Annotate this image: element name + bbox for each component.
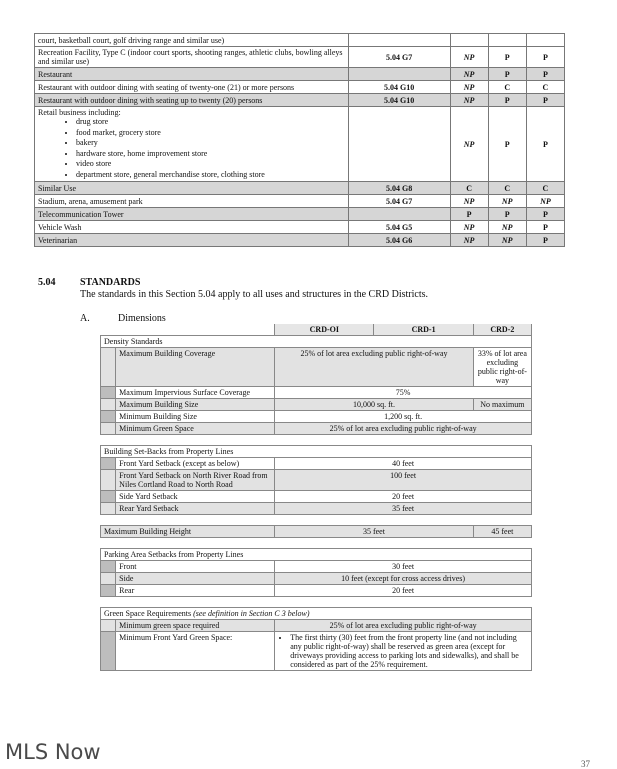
use-name: Recreation Facility, Type C (indoor court sports, shooting ranges, athletic clubs, bowling alleys and similar use) [35, 47, 349, 68]
front-setback-value: 40 feet [275, 458, 532, 470]
use-row [35, 34, 565, 47]
use-crd-oi: NP [450, 234, 488, 247]
front-setback-label: Front Yard Setback (except as below) [116, 458, 275, 470]
max-coverage-value-1: 25% of lot area excluding public right-of-way [275, 348, 474, 387]
side-setback-value: 20 feet [275, 491, 532, 503]
height-value-1: 35 feet [275, 526, 474, 538]
use-crd-1: P [488, 94, 526, 107]
parking-rear-row [101, 585, 532, 597]
parking-front-value: 30 feet [275, 561, 532, 573]
use-crd-1: NP [488, 221, 526, 234]
use-row [35, 208, 565, 221]
retail-item: • hardware store, home improvement store [76, 149, 345, 160]
use-crd-2: P [526, 208, 564, 221]
parking-side-label: Side [116, 573, 275, 585]
min-size-value: 1,200 sq. ft. [275, 411, 532, 423]
green-space-heading-row [101, 608, 532, 620]
section-number: 5.04 [38, 277, 56, 288]
retail-list [38, 117, 345, 180]
use-crd-2: NP [526, 195, 564, 208]
setbacks-heading: Building Set-Backs from Property Lines [101, 446, 532, 458]
use-section: 5.04 G10 [348, 94, 450, 107]
use-crd-oi [450, 34, 488, 47]
density-heading: Density Standards [101, 336, 532, 348]
use-crd-2: P [526, 47, 564, 68]
retail-item: • bakery [76, 138, 345, 149]
retail-label: Retail business including: [38, 108, 121, 117]
parking-rear-label: Rear [116, 585, 275, 597]
use-crd-oi: NP [450, 221, 488, 234]
green-space-min-label: Minimum green space required [116, 620, 275, 632]
setbacks-heading-row [101, 446, 532, 458]
rear-setback-label: Rear Yard Setback [116, 503, 275, 515]
green-space-front-row [101, 632, 532, 671]
green-space-heading-text: Green Space Requirements [104, 609, 192, 618]
parking-heading-row [101, 549, 532, 561]
max-size-value-1: 10,000 sq. ft. [275, 399, 474, 411]
use-section: 5.04 G10 [348, 81, 450, 94]
use-section: 5.04 G6 [348, 234, 450, 247]
retail-item: • drug store [76, 117, 345, 128]
max-size-row [101, 399, 532, 411]
use-row [35, 182, 565, 195]
side-setback-label: Side Yard Setback [116, 491, 275, 503]
front-nr-setback-label: Front Yard Setback on North River Road from Niles Cortland Road to North Road [116, 470, 275, 491]
use-crd-2: P [526, 234, 564, 247]
use-crd-oi: C [450, 182, 488, 195]
min-green-row [101, 423, 532, 435]
density-heading-row [101, 336, 532, 348]
parking-side-value: 10 feet (except for cross access drives) [275, 573, 532, 585]
retail-crd-1: P [488, 107, 526, 182]
min-size-row [101, 411, 532, 423]
use-crd-1 [488, 34, 526, 47]
green-space-front-value [275, 632, 532, 671]
impervious-row [101, 387, 532, 399]
height-label: Maximum Building Height [101, 526, 275, 538]
use-crd-2: P [526, 68, 564, 81]
use-name: Restaurant [35, 68, 349, 81]
use-crd-2: C [526, 182, 564, 195]
min-size-label: Minimum Building Size [116, 411, 275, 423]
use-section: 5.04 G7 [348, 195, 450, 208]
use-crd-1: NP [488, 195, 526, 208]
parking-rear-value: 20 feet [275, 585, 532, 597]
use-row [35, 68, 565, 81]
max-coverage-value-2: 33% of lot area excluding public right-of-way [473, 348, 531, 387]
retail-row [35, 107, 565, 182]
retail-crd-2: P [526, 107, 564, 182]
min-green-label: Minimum Green Space [116, 423, 275, 435]
height-row [101, 526, 532, 538]
use-crd-2 [526, 34, 564, 47]
use-crd-oi: NP [450, 81, 488, 94]
use-name: Telecommunication Tower [35, 208, 349, 221]
header-crd-1: CRD-1 [374, 324, 473, 336]
use-name: court, basketball court, golf driving range and similar use) [35, 34, 349, 47]
retail-item: • video store [76, 159, 345, 170]
retail-item: • department store, general merchandise store, clothing store [76, 170, 345, 181]
header-crd-oi: CRD-OI [275, 324, 374, 336]
retail-section [348, 107, 450, 182]
use-row [35, 47, 565, 68]
max-size-label: Maximum Building Size [116, 399, 275, 411]
impervious-label: Maximum Impervious Surface Coverage [116, 387, 275, 399]
use-section: 5.04 G8 [348, 182, 450, 195]
front-nr-setback-value: 100 feet [275, 470, 532, 491]
use-crd-2: C [526, 81, 564, 94]
rear-setback-value: 35 feet [275, 503, 532, 515]
use-row [35, 195, 565, 208]
use-crd-2: P [526, 94, 564, 107]
front-nr-setback-row [101, 470, 532, 491]
use-name: Vehicle Wash [35, 221, 349, 234]
max-coverage-row [101, 348, 532, 387]
retail-crd-oi: NP [450, 107, 488, 182]
use-crd-oi: NP [450, 47, 488, 68]
green-space-front-text: • The first thirty (30) feet from the front property line (and not including any public right-of-way) shall be reserved as green area (except for driveways providing access to parking lots and sidewalks), and shall be considered as part of the 25% requirement. [290, 633, 528, 669]
page-number: 37 [581, 759, 590, 769]
min-green-value: 25% of lot area excluding public right-of-way [275, 423, 532, 435]
use-crd-1: P [488, 208, 526, 221]
permitted-uses-table [34, 33, 565, 247]
header-crd-2: CRD-2 [473, 324, 531, 336]
use-crd-oi: NP [450, 94, 488, 107]
use-crd-oi: NP [450, 68, 488, 81]
dimensions-table [100, 324, 532, 671]
use-section [348, 208, 450, 221]
use-section: 5.04 G7 [348, 47, 450, 68]
dimensions-header-row [101, 324, 532, 336]
parking-side-row [101, 573, 532, 585]
green-space-min-value: 25% of lot area excluding public right-of-way [275, 620, 532, 632]
subsection-title: Dimensions [118, 313, 166, 324]
impervious-value: 75% [275, 387, 532, 399]
use-row [35, 221, 565, 234]
use-crd-1: C [488, 81, 526, 94]
use-crd-2: P [526, 221, 564, 234]
use-name: Stadium, arena, amusement park [35, 195, 349, 208]
use-section [348, 34, 450, 47]
use-section: 5.04 G5 [348, 221, 450, 234]
green-space-heading [101, 608, 532, 620]
use-row [35, 234, 565, 247]
mls-now-watermark: MLS Now [5, 740, 101, 764]
use-crd-1: P [488, 68, 526, 81]
height-value-2: 45 feet [473, 526, 531, 538]
retail-cell [35, 107, 349, 182]
rear-setback-row [101, 503, 532, 515]
green-space-heading-note: (see definition in Section C 3 below) [193, 609, 310, 618]
section-text: The standards in this Section 5.04 apply to all uses and structures in the CRD Districts. [80, 289, 429, 300]
use-row [35, 94, 565, 107]
use-name: Restaurant with outdoor dining with seating up to twenty (20) persons [35, 94, 349, 107]
green-space-front-label: Minimum Front Yard Green Space: [116, 632, 275, 671]
max-coverage-label: Maximum Building Coverage [116, 348, 275, 387]
use-section [348, 68, 450, 81]
use-crd-oi: P [450, 208, 488, 221]
use-row [35, 81, 565, 94]
use-name: Veterinarian [35, 234, 349, 247]
parking-heading: Parking Area Setbacks from Property Lines [101, 549, 532, 561]
max-size-value-2: No maximum [473, 399, 531, 411]
parking-front-row [101, 561, 532, 573]
use-crd-1: P [488, 47, 526, 68]
retail-item: • food market, grocery store [76, 128, 345, 139]
subsection-letter: A. [80, 313, 90, 324]
use-name: Restaurant with outdoor dining with seating of twenty-one (21) or more persons [35, 81, 349, 94]
green-space-min-row [101, 620, 532, 632]
use-crd-1: NP [488, 234, 526, 247]
use-crd-1: C [488, 182, 526, 195]
use-crd-oi: NP [450, 195, 488, 208]
front-setback-row [101, 458, 532, 470]
parking-front-label: Front [116, 561, 275, 573]
section-title: STANDARDS [80, 277, 141, 288]
side-setback-row [101, 491, 532, 503]
use-name: Similar Use [35, 182, 349, 195]
